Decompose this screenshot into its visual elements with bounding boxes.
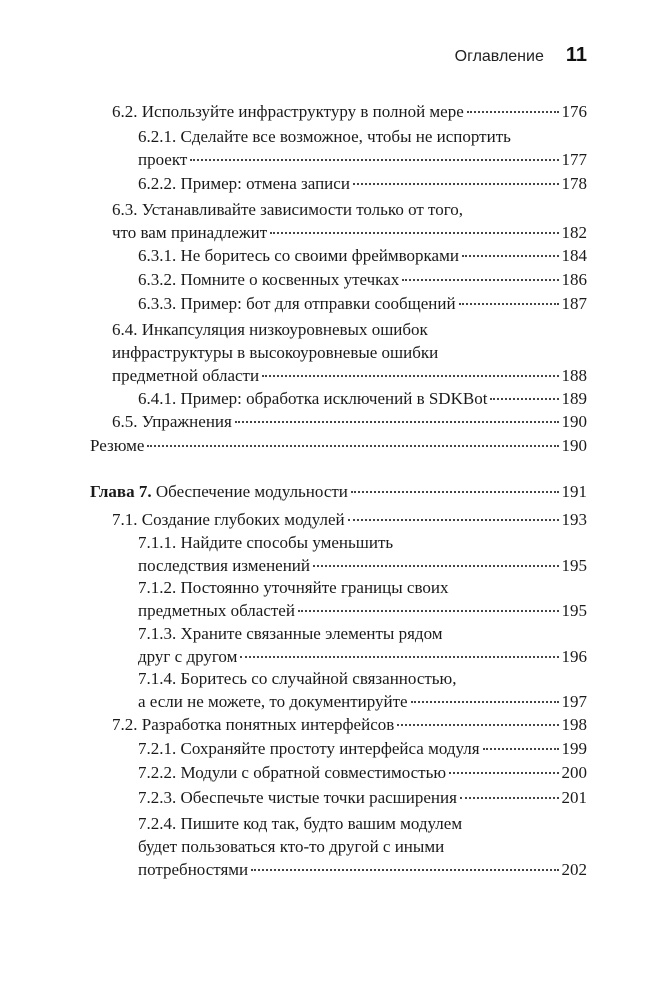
toc-entry-title-line: 7.1.3. Храните связанные элементы рядом [138, 624, 443, 643]
toc-entry-title-line: последствия изменений [138, 556, 311, 575]
toc-entry[interactable] [112, 198, 587, 244]
dot-leader [240, 656, 558, 658]
toc-entry-title-line: 6.2.2. Пример: отмена записи [138, 174, 350, 193]
toc-entry[interactable] [112, 713, 587, 736]
toc-entry-title-line: а если не можете, то документируйте [138, 692, 408, 711]
toc-entry-title-line: 6.4.1. Пример: обработка исключений в SDKBot [138, 389, 488, 408]
toc-entry-title-line: 7.1.2. Постоянно уточняйте границы своих [138, 578, 449, 597]
toc-page-number: 202 [561, 860, 587, 879]
toc-entry[interactable] [138, 761, 587, 784]
dot-leader [402, 279, 558, 281]
toc-entry-title-line: 7.2.1. Сохраняйте простоту интерфейса модуля [138, 739, 480, 758]
toc-entry-title-line: инфраструктуры в высокоуровневые ошибки [112, 343, 439, 362]
toc-page-number: 182 [561, 223, 587, 242]
toc-entry[interactable] [138, 125, 587, 171]
toc-entry-title-line: 7.1.1. Найдите способы уменьшить [138, 533, 394, 552]
dot-leader [483, 748, 559, 750]
toc-entry[interactable] [138, 667, 587, 713]
toc-entry-title-line: потребностями [138, 860, 249, 879]
toc-page-number: 200 [561, 763, 587, 782]
toc-entry-title-line: 6.3.3. Пример: бот для отправки сообщений [138, 294, 456, 313]
toc-entry[interactable] [138, 786, 587, 809]
toc-entry-title-line: друг с другом [138, 647, 238, 666]
toc-page-number: 187 [561, 294, 587, 313]
dot-leader [460, 797, 559, 799]
toc-page-number: 190 [561, 436, 587, 455]
toc-entry-title-line: Резюме [90, 436, 145, 455]
toc-entry-title-line: 7.2. Разработка понятных интерфейсов [112, 715, 395, 734]
toc-entry[interactable] [112, 100, 587, 123]
toc-entry[interactable] [90, 434, 587, 457]
dot-leader [411, 701, 559, 703]
dot-leader [147, 445, 558, 447]
toc-entry[interactable] [112, 508, 587, 531]
toc-entry-title-line: 6.3.2. Помните о косвенных утечках [138, 270, 400, 289]
toc-entry-title-line: 6.3.1. Не боритесь со своими фреймворками [138, 246, 459, 265]
dot-leader [270, 232, 558, 234]
toc-page-number: 188 [561, 366, 587, 385]
toc-page-number: 189 [561, 389, 587, 408]
dot-leader [467, 111, 559, 113]
toc-page-number: 186 [561, 270, 587, 289]
page-number: 11 [565, 44, 587, 66]
toc-entry-title-line: 6.3. Устанавливайте зависимости только от того, [112, 200, 464, 219]
toc-entry[interactable] [138, 531, 587, 577]
dot-leader [397, 724, 558, 726]
toc-entry[interactable] [138, 244, 587, 267]
dot-leader [251, 869, 558, 871]
toc-entry-title-line: предметных областей [138, 601, 295, 620]
dot-leader [449, 772, 558, 774]
toc-entry-title-line: 7.2.3. Обеспечьте чистые точки расширения [138, 788, 457, 807]
dot-leader [490, 398, 558, 400]
dot-leader [351, 491, 559, 493]
toc-page-number: 191 [561, 482, 587, 501]
toc-entry-title-line: 6.2.1. Сделайте все возможное, чтобы не испортить [138, 127, 511, 146]
toc-page-number: 195 [561, 556, 587, 575]
toc-page-number: 197 [561, 692, 587, 711]
toc-page-number: 196 [561, 647, 587, 666]
toc-page-number: 198 [561, 715, 587, 734]
toc-entry[interactable] [138, 812, 587, 881]
toc-entry[interactable] [138, 292, 587, 315]
toc-entry[interactable] [138, 622, 587, 668]
toc-entry-title-line: 6.5. Упражнения [112, 412, 232, 431]
dot-leader [235, 421, 559, 423]
toc-entry-title-line: Обеспечение модульности [155, 482, 348, 501]
toc-page-number: 184 [561, 246, 587, 265]
dot-leader [459, 303, 559, 305]
toc-page-number: 177 [561, 150, 587, 169]
toc-page-number: 176 [561, 102, 587, 121]
toc-entry[interactable] [112, 410, 587, 433]
toc-entry[interactable] [138, 172, 587, 195]
dot-leader [313, 565, 558, 567]
toc-page-number: 190 [561, 412, 587, 431]
toc-page-number: 193 [561, 510, 587, 529]
toc-entry[interactable] [112, 318, 587, 387]
toc-entry[interactable] [138, 387, 587, 410]
toc-page-number: 178 [561, 174, 587, 193]
dot-leader [298, 610, 559, 612]
chapter-label: Глава 7. [90, 482, 152, 501]
toc-page-number: 199 [561, 739, 587, 758]
toc-entry[interactable] [90, 480, 587, 503]
dot-leader [353, 183, 559, 185]
dot-leader [348, 519, 559, 521]
dot-leader [462, 255, 559, 257]
toc-entry-title-line: 7.1.4. Боритесь со случайной связанностью, [138, 669, 457, 688]
toc-entry-title-line: что вам принадлежит [112, 223, 268, 242]
toc-entry-title-line: проект [138, 150, 188, 169]
running-header-title: Оглавление [454, 48, 544, 65]
toc-entry-title-line: 6.4. Инкапсуляция низкоуровневых ошибок [112, 320, 428, 339]
dot-leader [190, 159, 558, 161]
toc-page-number: 201 [561, 788, 587, 807]
toc-entry[interactable] [138, 576, 587, 622]
toc-entry-title-line: предметной области [112, 366, 260, 385]
toc-page-number: 195 [561, 601, 587, 620]
toc-entry-title-line: 7.1. Создание глубоких модулей [112, 510, 345, 529]
toc-entry-title-line: будет пользоваться кто-то другой с иными [138, 837, 445, 856]
toc-entry-title-line: 6.2. Используйте инфраструктуру в полной мере [112, 102, 464, 121]
toc-entry[interactable] [138, 737, 587, 760]
toc-entry-title-line: 7.2.4. Пишите код так, будто вашим модулем [138, 814, 463, 833]
toc-entry-title-line: 7.2.2. Модули с обратной совместимостью [138, 763, 447, 782]
toc-entry[interactable] [138, 268, 587, 291]
dot-leader [262, 375, 558, 377]
